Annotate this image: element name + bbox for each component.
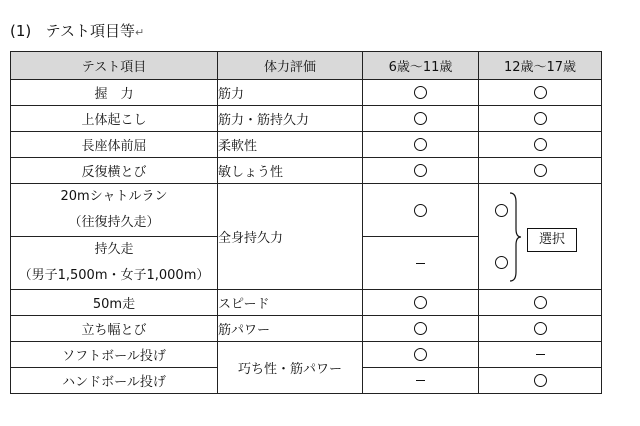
section-heading — [10, 22, 144, 42]
mark-cell — [363, 342, 479, 368]
mark-cell — [363, 80, 479, 106]
evaluation: 柔軟性 — [218, 132, 363, 158]
circle-mark-icon — [495, 204, 508, 217]
evaluation: 巧ち性・筋パワー — [218, 342, 363, 394]
mark-cell — [479, 106, 602, 132]
circle-mark-icon — [534, 164, 547, 177]
test-item: 50m走 — [11, 290, 218, 316]
circle-mark-icon — [414, 112, 427, 125]
test-item-line: 20mシャトルラン — [60, 189, 168, 204]
test-item-line: 持久走 — [94, 242, 134, 257]
table-row — [11, 80, 602, 106]
circle-mark-icon — [414, 164, 427, 177]
table-header-row — [11, 52, 602, 80]
mark-cell — [363, 368, 479, 394]
evaluation: スピード — [218, 290, 363, 316]
circle-mark-icon — [495, 256, 508, 269]
dash-mark-icon — [416, 263, 425, 264]
test-item: 反復横とび — [11, 158, 218, 184]
table-row — [11, 184, 602, 237]
evaluation: 筋力・筋持久力 — [218, 106, 363, 132]
circle-mark-icon — [414, 322, 427, 335]
mark-cell — [479, 132, 602, 158]
mark-cell — [363, 132, 479, 158]
circle-mark-icon — [534, 322, 547, 335]
mark-cell — [363, 290, 479, 316]
test-item — [11, 237, 218, 290]
dash-mark-icon — [536, 354, 545, 355]
table-row — [11, 290, 602, 316]
test-item: 上体起こし — [11, 106, 218, 132]
mark-cell — [479, 368, 602, 394]
circle-mark-icon — [414, 138, 427, 151]
header-age-12-17: 12歳～17歳 — [479, 52, 602, 80]
table-row — [11, 106, 602, 132]
mark-cell — [479, 80, 602, 106]
dash-mark-icon — [416, 380, 425, 381]
circle-mark-icon — [414, 86, 427, 99]
mark-cell — [479, 316, 602, 342]
header-evaluation: 体力評価 — [218, 52, 363, 80]
selection-cell — [479, 184, 602, 290]
section-number: (1) — [10, 22, 32, 40]
circle-mark-icon — [534, 374, 547, 387]
mark-cell — [363, 106, 479, 132]
mark-cell — [363, 316, 479, 342]
circle-mark-icon — [534, 112, 547, 125]
mark-cell — [479, 158, 602, 184]
selection-box: 選択 — [527, 228, 577, 252]
circle-mark-icon — [414, 296, 427, 309]
circle-mark-icon — [534, 138, 547, 151]
table-row — [11, 342, 602, 368]
right-brace-icon — [508, 192, 522, 282]
mark-cell — [479, 342, 602, 368]
test-items-table — [10, 51, 602, 394]
evaluation: 筋パワー — [218, 316, 363, 342]
test-item: ソフトボール投げ — [11, 342, 218, 368]
circle-mark-icon — [534, 296, 547, 309]
circle-mark-icon — [414, 348, 427, 361]
table-row — [11, 132, 602, 158]
test-item: 握 力 — [11, 80, 218, 106]
circle-mark-icon — [534, 86, 547, 99]
mark-cell — [479, 290, 602, 316]
mark-cell — [363, 184, 479, 237]
test-item-note: （男子1,500m・女子1,000m） — [18, 268, 210, 283]
test-item-note: （往復持久走） — [68, 215, 160, 230]
table-row — [11, 316, 602, 342]
test-item: 立ち幅とび — [11, 316, 218, 342]
header-age-6-11: 6歳～11歳 — [363, 52, 479, 80]
mark-cell — [363, 237, 479, 290]
test-item — [11, 184, 218, 237]
evaluation: 全身持久力 — [218, 184, 363, 290]
evaluation: 筋力 — [218, 80, 363, 106]
circle-mark-icon — [414, 204, 427, 217]
table-row — [11, 158, 602, 184]
mark-cell — [363, 158, 479, 184]
evaluation: 敏しょう性 — [218, 158, 363, 184]
header-test-item: テスト項目 — [11, 52, 218, 80]
section-title: テスト項目等 — [45, 22, 135, 40]
paragraph-mark-icon: ↵ — [134, 26, 145, 39]
test-item: ハンドボール投げ — [11, 368, 218, 394]
test-item: 長座体前屈 — [11, 132, 218, 158]
